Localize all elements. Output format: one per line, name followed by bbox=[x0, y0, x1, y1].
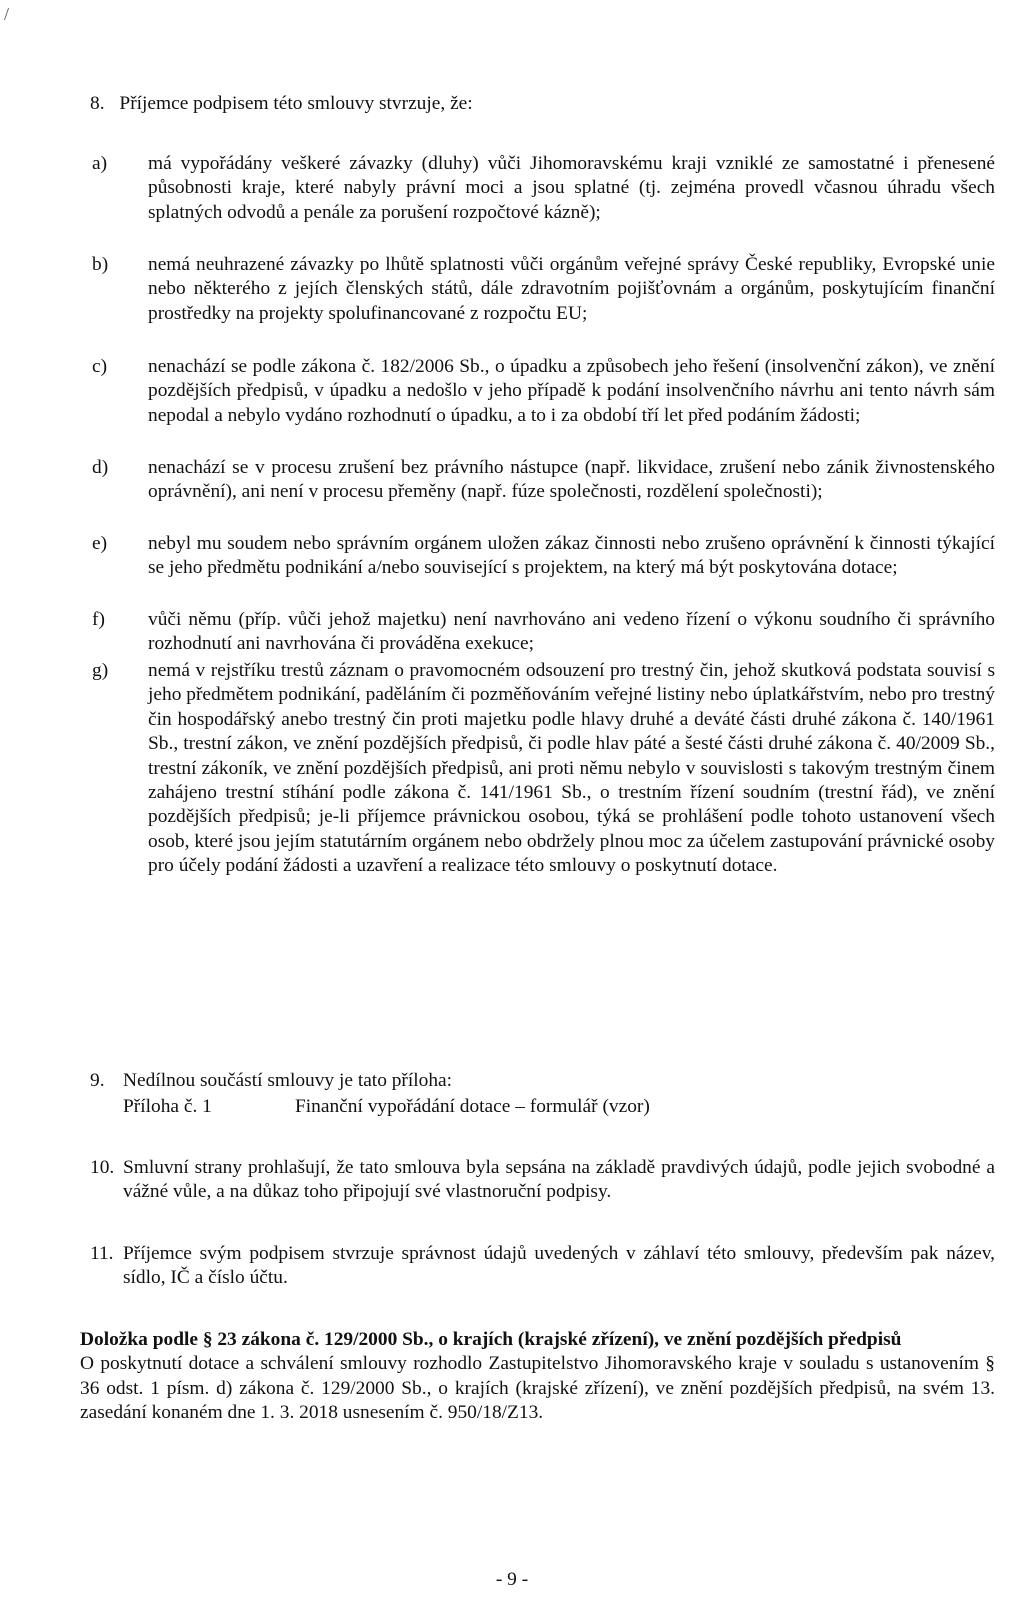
list-item-label: g) bbox=[92, 660, 109, 681]
list-item-text: nebyl mu soudem nebo správním orgánem uložen zákaz činnosti nebo zrušeno oprávnění k činnosti týkající se jeho předmětu podnikání a/nebo související s projektem, na který má být poskytována dotace; bbox=[148, 533, 995, 579]
section-11-number: 11. bbox=[90, 1243, 114, 1264]
section-8-intro-text: Příjemce podpisem této smlouvy stvrzuje, že: bbox=[119, 93, 473, 114]
list-item-label: f) bbox=[92, 609, 105, 630]
list-item-d bbox=[92, 456, 995, 505]
clause-title: Doložka podle § 23 zákona č. 129/2000 Sb., o krajích (krajské zřízení), ve znění pozdějších předpisů bbox=[80, 1329, 902, 1350]
section-8-intro bbox=[90, 92, 473, 116]
annex-line bbox=[123, 1095, 650, 1119]
list-item-text: má vypořádány veškeré závazky (dluhy) vůči Jihomoravskému kraji vzniklé ze samostatné i přenesené působnosti kraje, které nabyly právní moci a jsou splatné (tj. zejména provedl včasnou úhradu všech splatných odvodů a penále za porušení rozpočtové kázně); bbox=[148, 153, 995, 223]
list-item-text: nemá v rejstříku trestů záznam o pravomocném odsouzení pro trestný čin, jehož skutková podstata souvisí s jeho předmětem podnikání, paděláním či pozměňováním veřejné listiny nebo úplatkářstvím, nebo pro trestný čin hospodářský anebo trestný čin proti majetku podle hlavy druhé a deváté části druhé zákona č. 140/1961 Sb., trestní zákon, ve znění pozdějších předpisů, či podle hlav páté a šesté části druhé zákona č. 40/2009 Sb., trestní zákoník, ve znění pozdějších předpisů, ani proti němu nebylo v souvislosti s takovým trestným činem zahájeno trestní stíhání podle zákona č. 141/1961 Sb., o trestním řízení soudním (trestní řád), ve znění pozdějších předpisů; je-li příjemce právnickou osobou, týká se prohlášení podle tohoto ustanovení všech osob, které jsou jejím statutárním orgánem nebo obdržely plnou moc za účelem zastupování právnické osoby pro účely podání žádosti a uzavření a realizace této smlouvy o poskytnutí dotace. bbox=[148, 660, 995, 877]
list-item-label: b) bbox=[92, 254, 109, 275]
section-9 bbox=[90, 1069, 995, 1093]
list-item-a bbox=[92, 152, 995, 225]
corner-mark: / bbox=[4, 4, 10, 24]
list-item-text: nenachází se podle zákona č. 182/2006 Sb., o úpadku a způsobech jeho řešení (insolvenční zákon), ve znění pozdějších předpisů, v úpadku a nedošlo v jeho případě k podání insolvenčního návrhu ani tento návrh sám nepodal a nebylo vydáno rozhodnutí o úpadku, a to i za období tří let před podáním žádosti; bbox=[148, 356, 995, 426]
list-item-label: e) bbox=[92, 533, 108, 554]
list-item-text: nemá neuhrazené závazky po lhůtě splatnosti vůči orgánům veřejné správy České republiky, Evropské unie nebo některého z jejích členských států, dále zdravotním pojišťovnám a orgánům, poskytujícím finanční prostředky na projekty spolufinancované z rozpočtu EU; bbox=[148, 254, 995, 324]
list-item-b bbox=[92, 253, 995, 326]
list-item-label: a) bbox=[92, 153, 108, 174]
section-11-text: Příjemce svým podpisem stvrzuje správnost údajů uvedených v záhlaví této smlouvy, především pak název, sídlo, IČ a číslo účtu. bbox=[123, 1243, 995, 1289]
list-item-c bbox=[92, 355, 995, 428]
clause-body: O poskytnutí dotace a schválení smlouvy rozhodlo Zastupitelstvo Jihomoravského kraje v souladu s ustanovením § 36 odst. 1 písm. d) zákona č. 129/2000 Sb., o krajích (krajské zřízení), ve znění pozdějších předpisů, na svém 13. zasedání konaném dne 1. 3. 2018 usnesením č. 950/18/Z13. bbox=[80, 1353, 995, 1424]
annex-label: Příloha č. 1 bbox=[123, 1096, 212, 1117]
annex-title: Finanční vypořádání dotace – formulář (vzor) bbox=[295, 1096, 650, 1117]
page-number: - 9 - bbox=[495, 1569, 529, 1590]
section-10 bbox=[90, 1156, 995, 1205]
section-9-number: 9. bbox=[90, 1070, 105, 1091]
legal-clause bbox=[80, 1328, 995, 1426]
list-item-g bbox=[92, 659, 995, 879]
list-item-label: d) bbox=[92, 457, 109, 478]
list-item-text: vůči němu (příp. vůči jehož majetku) není navrhováno ani vedeno řízení o výkonu soudního či správního rozhodnutí ani navrhována či prováděna exekuce; bbox=[148, 609, 995, 655]
list-item-text: nenachází se v procesu zrušení bez právního nástupce (např. likvidace, zrušení nebo zánik živnostenského oprávnění), ani není v procesu přeměny (např. fúze společnosti, rozdělení společnosti); bbox=[148, 457, 995, 503]
section-10-text: Smluvní strany prohlašují, že tato smlouva byla sepsána na základě pravdivých údajů, podle jejich svobodné a vážné vůle, a na důkaz toho připojují své vlastnoruční podpisy. bbox=[123, 1157, 995, 1203]
list-item-f bbox=[92, 608, 995, 657]
section-10-number: 10. bbox=[90, 1157, 115, 1178]
section-8-number: 8. bbox=[90, 93, 105, 114]
section-9-text: Nedílnou součástí smlouvy je tato příloha: bbox=[123, 1070, 453, 1091]
section-11 bbox=[90, 1242, 995, 1291]
list-item-label: c) bbox=[92, 356, 108, 377]
list-item-e bbox=[92, 532, 995, 581]
